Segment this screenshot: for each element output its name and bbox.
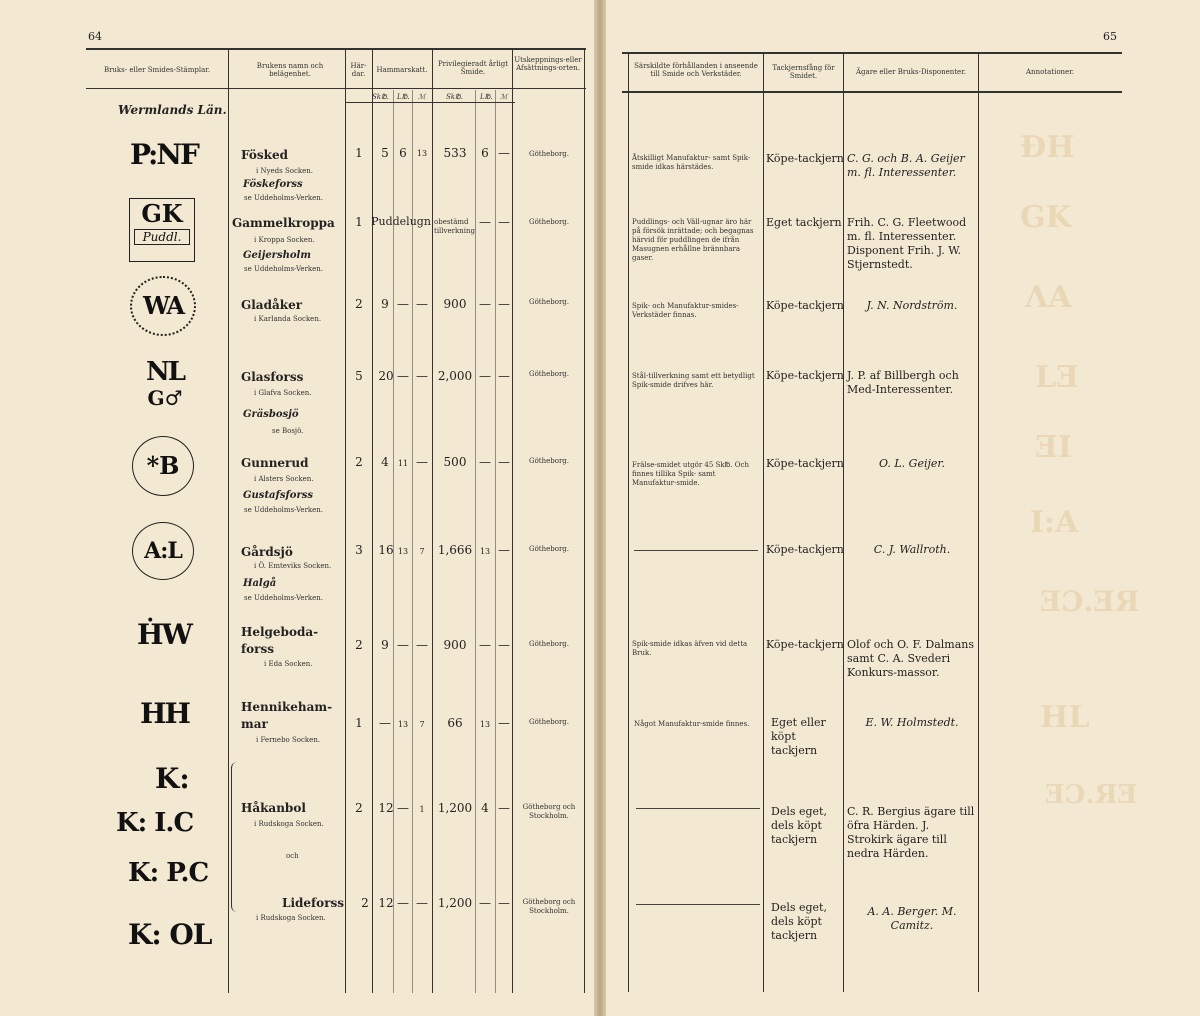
bruk-location: i Eda Socken.	[264, 660, 313, 668]
owner: O. L. Geijer.	[879, 457, 945, 470]
bruk-name: Lideforss	[282, 896, 345, 910]
bleed-through-stamp: ÐH	[1020, 130, 1075, 165]
column-divider	[628, 52, 629, 992]
port: Götheborg.	[528, 218, 570, 226]
hardar-value: 2	[355, 455, 363, 469]
header-utskeppning: Utskeppnings-eller Afsättnings-orten.	[514, 56, 582, 72]
hammarskatt-skpd: 20	[378, 369, 394, 383]
privilegierat-m: —	[498, 716, 510, 730]
hardar-value: 3	[355, 543, 363, 557]
tackjern: Köpe-tackjern	[766, 369, 844, 382]
bruk-name: Gunnerud	[241, 456, 309, 470]
hammarskatt-lpd: —	[397, 896, 409, 910]
header-annotationer: Annotationer.	[1026, 68, 1074, 76]
subheader-m: ℳ	[418, 93, 426, 101]
privilegierat-skpd: 900	[443, 297, 467, 311]
special-note: Puddlings- och Väll-ugnar äro här på försök inrättade; och begagnas härvid för puddlingen de ifrån Masugnen erhållne brännbara gaser.	[632, 218, 754, 262]
stamp-al: A:L	[132, 522, 194, 580]
privilegierat-lpd: —	[479, 455, 491, 469]
tackjern: Köpe-tackjern	[766, 638, 844, 651]
county-heading: Wermlands Län.	[118, 103, 227, 117]
header-privilegierat: Privilegieradt årligt Smide.	[437, 60, 509, 76]
port: Götheborg.	[528, 150, 570, 158]
hammarskatt-lpd: 13	[397, 720, 409, 729]
column-divider	[432, 48, 433, 993]
bruk-location: i Ö. Emteviks Socken.	[254, 562, 332, 570]
hammarskatt-skpd: 16	[378, 543, 394, 557]
hammarskatt-lpd: —	[397, 297, 409, 311]
tackjern: Köpe-tackjern	[766, 299, 844, 312]
bruk-location: i Alsters Socken.	[254, 475, 314, 483]
subheader-skpd2: Sk℔.	[446, 93, 463, 101]
header-name: Brukens namn och belägenhet.	[256, 62, 324, 78]
stamp-hh: HH	[140, 697, 189, 730]
privilegierat-skpd: 1,200	[437, 896, 473, 910]
hardar-value: 2	[355, 801, 363, 815]
port: Götheborg.	[528, 457, 570, 465]
stamp-gk: GK	[141, 199, 183, 228]
hardar-value: 2	[355, 638, 363, 652]
header-rule-bottom	[86, 88, 586, 89]
bruk-alt-name: Gustafsforss	[243, 490, 313, 501]
page-number-left: 64	[88, 30, 102, 43]
hammarskatt-skpd: 9	[381, 297, 389, 311]
stamp-pnf: P:NF	[130, 138, 198, 171]
hammarskatt-skpd: 4	[381, 455, 389, 469]
hammarskatt-skpd: 9	[381, 638, 389, 652]
subheader-m2: ℳ	[500, 93, 508, 101]
stamp-puddl: Puddl.	[134, 229, 190, 245]
och-label: och	[286, 852, 299, 860]
owner: C. J. Wallroth.	[873, 543, 951, 556]
hammarskatt-m: —	[416, 455, 428, 469]
column-divider	[228, 48, 229, 993]
column-divider-thin	[495, 90, 496, 993]
column-divider	[978, 52, 979, 992]
bruk-alt-name: Geijersholm	[243, 250, 311, 261]
stamp-k-ic: K: I.C	[116, 808, 194, 838]
privilegierat-lpd: 6	[481, 146, 489, 160]
bruk-location: i Kroppa Socken.	[254, 236, 315, 244]
subheader-lpd: L℔.	[397, 93, 410, 101]
bruk-alt-location: se Uddeholms-Verken.	[244, 594, 324, 602]
column-divider	[584, 48, 585, 993]
stamp-g: G♂	[147, 386, 183, 410]
privilegierat-m: —	[498, 369, 510, 383]
hammarskatt-m: 1	[419, 805, 425, 814]
owner: E. W. Holmstedt.	[865, 716, 959, 729]
tackjern: Köpe-tackjern	[766, 152, 844, 165]
bruk-alt-location: se Bosjö.	[272, 427, 304, 435]
privilegierat-lpd: 13	[479, 720, 491, 729]
stamp-k: K:	[155, 762, 190, 795]
bruk-alt-name: Föskeforss	[243, 179, 303, 190]
bruk-location: i Nyeds Socken.	[256, 167, 314, 175]
special-note: Spik- och Manufaktur-smides-Verkstäder finnas.	[632, 302, 739, 319]
hammarskatt-lpd: 6	[399, 146, 407, 160]
privilegierat-lpd: 13	[479, 547, 491, 556]
header-hardar: Här-dar.	[350, 62, 367, 78]
privilegierat-lpd: —	[479, 297, 491, 311]
bruk-name: Gammelkroppa	[232, 216, 335, 230]
port: Götheborg och Stockholm.	[522, 803, 576, 820]
stamp-k-pc: K: P.C	[128, 858, 209, 888]
hammarskatt-lpd: —	[397, 638, 409, 652]
bleed-through-stamp: ΛA	[1025, 280, 1072, 315]
tackjern: Köpe-tackjern	[766, 543, 844, 556]
privilegierat-m: —	[498, 215, 510, 229]
owner: A. A. Berger. M. Camitz.	[867, 905, 957, 932]
header-rule-top	[622, 52, 1122, 54]
privilegierat-lpd: —	[479, 638, 491, 652]
bruk-name: Glasforss	[241, 370, 304, 384]
bleed-through-stamp: ƎƆ.ƎЯ	[1040, 585, 1140, 618]
bleed-through-stamp: I:A	[1030, 505, 1079, 540]
header-stamps: Bruks- eller Smides-Stämplar.	[103, 66, 211, 74]
column-divider	[843, 52, 844, 992]
privilegierat-lpd: —	[479, 215, 491, 229]
special-note: Spik-smide idkas äfven vid detta Bruk.	[632, 640, 748, 657]
stamp-wa: WA	[130, 276, 196, 336]
bleed-through-stamp: ƎI	[1035, 430, 1072, 465]
privilegierat-skpd: 66	[447, 716, 463, 730]
privilegierat-skpd: 1,666	[437, 543, 473, 557]
tackjern: Köpe-tackjern	[766, 457, 844, 470]
privilegierat-m: —	[498, 896, 510, 910]
bruk-alt-location: se Uddeholms-Verken.	[244, 506, 324, 514]
tackjern: Dels eget, dels köpt tackjern	[771, 901, 827, 942]
hammarskatt-m: 13	[416, 149, 428, 158]
owner: J. P. af Billbergh och Med-Interessenter.	[847, 369, 959, 396]
port: Götheborg.	[528, 718, 570, 726]
stamp-nl: NL	[145, 357, 185, 387]
privilegierat-skpd: 500	[443, 455, 467, 469]
header-agare: Ägare eller Bruks-Disponenter.	[855, 68, 966, 76]
tackjern: Dels eget, dels köpt tackjern	[771, 805, 827, 846]
port: Götheborg.	[528, 545, 570, 553]
bleed-through-stamp: GK	[1020, 200, 1072, 235]
privilegierat-skpd: 533	[443, 146, 467, 160]
bleed-through-stamp: LƎ	[1035, 360, 1079, 395]
owner: Frih. C. G. Fleetwood m. fl. Interessenter. Disponent Frih. J. W. Stjernstedt.	[847, 216, 967, 271]
privilegierat-text: obestämd tillverkning	[434, 218, 475, 235]
port: Götheborg.	[528, 640, 570, 648]
bruk-name: Helgeboda-forss	[241, 625, 319, 656]
bruk-location: i Rudskoga Socken.	[254, 820, 324, 828]
stamp-k-ol: K: OL	[128, 918, 212, 951]
bruk-alt-location: se Uddeholms-Verken.	[244, 194, 324, 202]
tackjern: Eget eller köpt tackjern	[771, 716, 826, 757]
hammarskatt-lpd: —	[397, 369, 409, 383]
hammarskatt-m: —	[416, 638, 428, 652]
header-rule-top	[86, 48, 586, 50]
hardar-value: 5	[355, 369, 363, 383]
bleed-through-stamp: ƎƆ.ЯƎ	[1045, 780, 1138, 810]
book-gutter	[594, 0, 606, 1016]
hardar-value: 1	[355, 146, 363, 160]
privilegierat-m: —	[498, 801, 510, 815]
hammarskatt-skpd: 5	[381, 146, 389, 160]
bruk-location: i Rudskoga Socken.	[256, 914, 326, 922]
hammarskatt-lpd: 11	[397, 459, 409, 468]
privilegierat-m: —	[498, 297, 510, 311]
subheader-lpd2: L℔.	[480, 93, 493, 101]
special-note: Åtskilligt Manufaktur- samt Spik-smide idkas härstädes.	[632, 154, 751, 171]
bruk-location: i Fernebo Socken.	[256, 736, 321, 744]
tackjern: Eget tackjern	[766, 216, 842, 229]
bruk-name: Håkanbol	[241, 801, 306, 815]
header-hammarskatt: Hammarskatt.	[376, 66, 428, 74]
privilegierat-m: —	[498, 543, 510, 557]
privilegierat-skpd: 1,200	[437, 801, 473, 815]
hammarskatt-skpd: 12	[378, 801, 394, 815]
owner: C. R. Bergius ägare till öfra Härden. J. Strokirk ägare till nedra Härden.	[847, 805, 975, 860]
privilegierat-skpd: 2,000	[437, 369, 473, 383]
hammarskatt-skpd: —	[379, 716, 391, 730]
special-note: Något Manufaktur-smide finnes.	[634, 720, 750, 728]
brace	[231, 762, 238, 912]
bruk-location: i Karlanda Socken.	[254, 315, 322, 323]
header-sarskilda: Särskildte förhållanden i anseende till Smide och Verkstäder.	[634, 62, 758, 78]
hammarskatt-skpd: 12	[378, 896, 394, 910]
privilegierat-skpd: 900	[443, 638, 467, 652]
hardar-value: 1	[355, 716, 363, 730]
hammarskatt-lpd: 13	[397, 547, 409, 556]
hardar-value: 1	[355, 215, 363, 229]
stamp-gk-puddl	[129, 198, 195, 262]
subheader-skpd: Sk℔.	[372, 93, 389, 101]
bleed-through-stamp: HL	[1040, 700, 1090, 735]
bruk-name: Hennikeham-mar	[241, 700, 333, 731]
subheader-rule	[345, 102, 515, 103]
hammarskatt-lpd: —	[397, 801, 409, 815]
privilegierat-lpd: 4	[481, 801, 489, 815]
bruk-name: Gladåker	[241, 298, 303, 312]
stamp-b: *B	[132, 436, 194, 496]
privilegierat-lpd: —	[479, 896, 491, 910]
stamp-hw: ḢW	[137, 618, 191, 651]
empty-note-line	[634, 550, 758, 551]
header-tackjern: Tackjernsfång för Smidet.	[772, 64, 835, 80]
hammarskatt-m: —	[416, 896, 428, 910]
port: Götheborg.	[528, 298, 570, 306]
hammarskatt-m: 7	[419, 547, 425, 556]
column-divider	[763, 52, 764, 992]
bruk-alt-name: Gräsbosjö	[243, 409, 299, 420]
hammarskatt-m: —	[416, 369, 428, 383]
privilegierat-m: —	[498, 638, 510, 652]
bruk-name: Gårdsjö	[241, 545, 293, 559]
hammarskatt-puddelugn: Puddelugn	[371, 215, 431, 228]
owner: J. N. Nordström.	[866, 299, 958, 312]
column-divider	[345, 48, 346, 993]
special-note: Frälse-smidet utgör 45 Sk℔. Och finnes tillika Spik- samt Manufaktur-smide.	[632, 461, 749, 487]
owner: C. G. och B. A. Geijer m. fl. Interessenter.	[847, 152, 965, 179]
special-note: Stål-tillverkning samt ett betydligt Spik-smide drifves här.	[632, 372, 755, 389]
privilegierat-m: —	[498, 146, 510, 160]
page-number-right: 65	[1103, 30, 1117, 43]
hardar-value: 2	[355, 297, 363, 311]
owner: Olof och O. F. Dalmans samt C. A. Svederi Konkurs-massor.	[847, 638, 974, 679]
header-rule-bottom	[622, 91, 1122, 93]
privilegierat-m: —	[498, 455, 510, 469]
empty-note-line	[636, 808, 760, 809]
hardar-value: 2	[361, 896, 369, 910]
hammarskatt-m: —	[416, 297, 428, 311]
column-divider	[372, 48, 373, 993]
column-divider	[512, 48, 513, 993]
port: Götheborg.	[528, 370, 570, 378]
bruk-location: i Glafva Socken.	[254, 389, 312, 397]
port: Götheborg och Stockholm.	[522, 898, 576, 915]
privilegierat-lpd: —	[479, 369, 491, 383]
stamp-nl-g	[140, 358, 190, 410]
empty-note-line	[636, 904, 760, 905]
bruk-alt-name: Halgå	[243, 578, 277, 589]
hammarskatt-m: 7	[419, 720, 425, 729]
bruk-name: Fösked	[241, 148, 288, 162]
bruk-alt-location: se Uddeholms-Verken.	[244, 265, 324, 273]
